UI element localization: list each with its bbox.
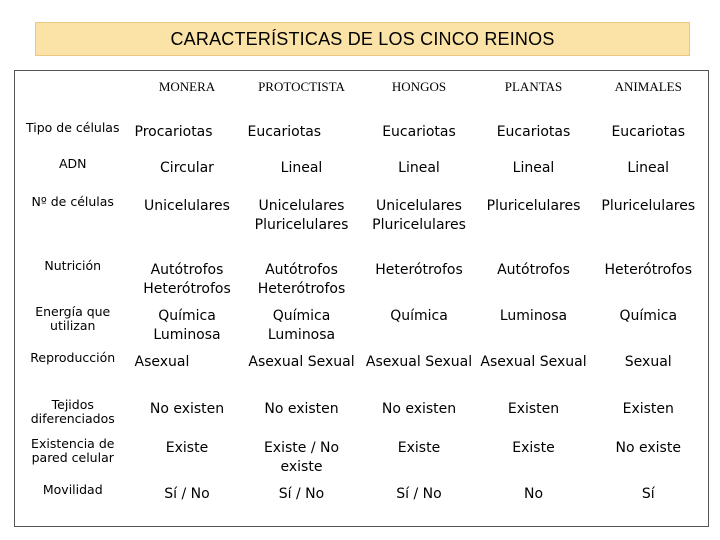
table-cell: No: [523, 485, 544, 502]
table-cell: Sí: [641, 485, 655, 502]
table-cell: Química: [390, 307, 448, 324]
kingdoms-table: [14, 70, 709, 527]
table-cell: Sí / No: [164, 485, 210, 502]
table-cell: Lineal: [280, 159, 323, 176]
table-cell: Asexual Sexual: [365, 353, 473, 370]
table-cell: Lineal: [512, 159, 555, 176]
table-cell: Heterótrofos: [604, 261, 693, 278]
table-cell: Unicelulares: [144, 197, 230, 214]
row-header: Nutrición: [44, 257, 102, 273]
table-cell: Sexual: [624, 353, 672, 370]
table-row: [15, 257, 709, 303]
table-cell: Eucariotas: [611, 123, 686, 140]
table-row: [15, 193, 709, 257]
table-cell: Existen: [507, 400, 560, 417]
table-cell: No existe: [615, 439, 681, 456]
table-cell: No existen: [264, 400, 339, 417]
table-row: [15, 435, 709, 481]
table-row: [15, 349, 709, 396]
table-row: [15, 303, 709, 349]
table-cell: Lineal: [627, 159, 670, 176]
table-cell: Existe: [165, 439, 209, 456]
table-cell: Eucariotas: [247, 123, 322, 140]
corner-cell: [15, 71, 131, 119]
table-cell: Autótrofos: [497, 261, 570, 278]
table-cell: Pluricelulares: [601, 197, 696, 214]
row-header: ADN: [58, 155, 87, 171]
table-row: [15, 481, 709, 527]
row-header: Movilidad: [42, 481, 103, 497]
row-header: Nº de células: [31, 193, 114, 209]
table-cell: Existe / No existe: [263, 439, 340, 475]
table-cell: Eucariotas: [382, 123, 456, 140]
table-cell: Eucariotas: [496, 123, 571, 140]
table-cell: Pluricelulares: [486, 197, 581, 214]
column-header: PLANTAS: [504, 79, 563, 94]
table-cell: Lineal: [398, 159, 440, 176]
table-cell: Química: [619, 307, 678, 324]
table-header-row: [15, 71, 709, 119]
table-cell: Existe: [512, 439, 555, 456]
table-cell: Sí / No: [396, 485, 442, 502]
row-header: Energía que utilizan: [35, 303, 111, 333]
table-cell: Sí / No: [278, 485, 325, 502]
table-cell: Asexual Sexual: [480, 353, 587, 370]
table-cell: Autótrofos Heterótrofos: [257, 261, 346, 297]
table-cell: Autótrofos Heterótrofos: [143, 261, 231, 297]
table-row: [15, 155, 709, 193]
table-cell: No existen: [381, 400, 457, 417]
table-cell: Existen: [622, 400, 674, 417]
row-header: Reproducción: [30, 349, 116, 365]
table-cell: Circular: [160, 159, 214, 176]
table-cell: Heterótrofos: [375, 261, 463, 278]
column-header: ANIMALES: [614, 79, 682, 94]
column-header: HONGOS: [391, 79, 447, 94]
table-cell: Luminosa: [499, 307, 568, 324]
table-row: [15, 396, 709, 435]
table-cell: Asexual Sexual: [248, 353, 355, 370]
column-header: MONERA: [158, 79, 216, 94]
row-header: Existencia de pared celular: [31, 435, 115, 465]
table-cell: No existen: [149, 400, 225, 417]
row-header: Tipo de células: [26, 119, 120, 135]
row-header: Tejidos diferenciados: [30, 396, 115, 426]
table-cell: Asexual: [134, 353, 190, 370]
table-cell: Existe: [397, 439, 441, 456]
table-row: [15, 119, 709, 155]
table-cell: Química Luminosa: [267, 307, 336, 343]
page-title: CARACTERÍSTICAS DE LOS CINCO REINOS: [35, 22, 690, 56]
table-cell: Unicelulares Pluricelulares: [254, 197, 349, 233]
table-cell: Procariotas: [134, 123, 213, 140]
column-header: PROTOCTISTA: [258, 79, 345, 94]
table-cell: Unicelulares Pluricelulares: [372, 197, 466, 233]
table-cell: Química Luminosa: [153, 307, 221, 343]
